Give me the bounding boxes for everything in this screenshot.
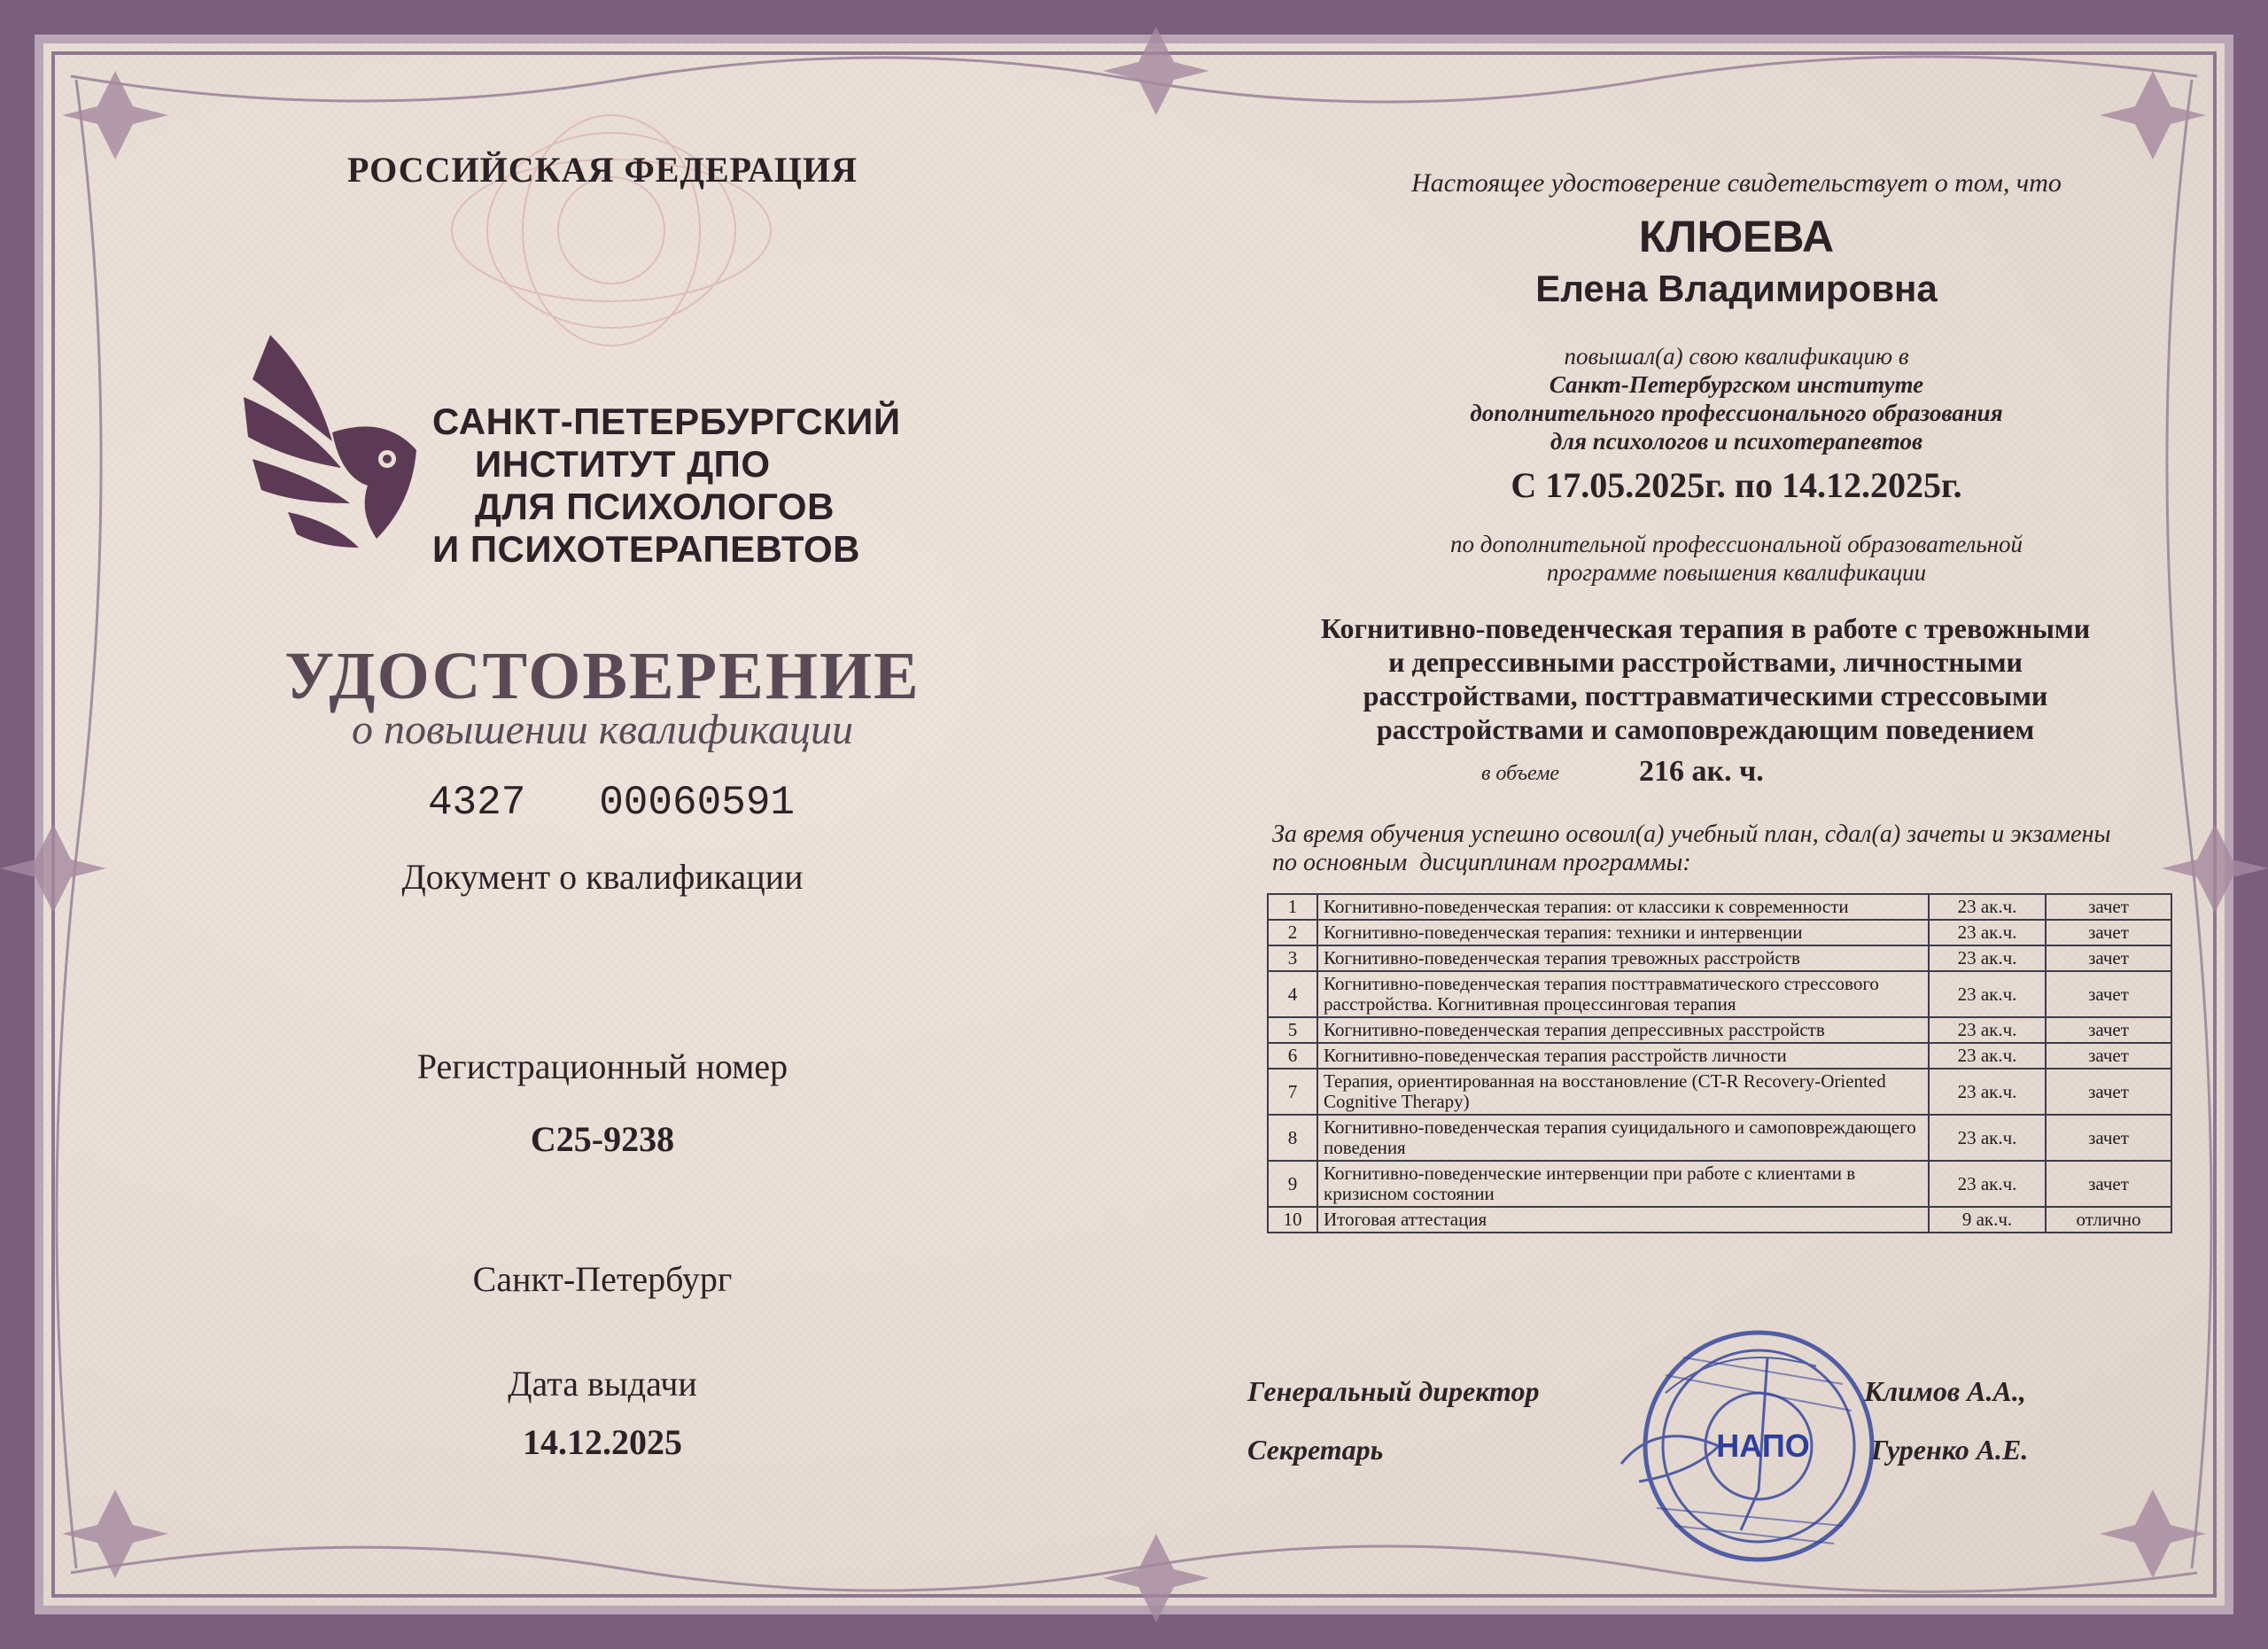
training-period: С 17.05.2025г. по 14.12.2025г. bbox=[1511, 465, 1962, 505]
federation-heading: РОССИЙСКАЯ ФЕДЕРАЦИЯ bbox=[346, 150, 858, 190]
program-title-line: расстройствами, посттравматическими стрессовыми bbox=[1363, 680, 2048, 712]
discipline-name: Когнитивно-поведенческая терапия суицидального и самоповреждающего поведения bbox=[1317, 1115, 1929, 1161]
table-row bbox=[1268, 1115, 2171, 1161]
volume-label: в объеме bbox=[1481, 762, 1560, 785]
discipline-hours: 23 ак.ч. bbox=[1929, 920, 2046, 945]
issue-date-label: Дата выдачи bbox=[508, 1364, 697, 1404]
mastered-line: За время обучения успешно освоил(а) учебный план, сдал(а) зачеты и экзамены bbox=[1272, 821, 2111, 848]
discipline-number: 2 bbox=[1268, 920, 1317, 945]
institute-round-stamp-icon bbox=[1586, 1304, 1914, 1570]
discipline-hours: 23 ак.ч. bbox=[1929, 945, 2046, 971]
issue-date: 14.12.2025 bbox=[523, 1422, 682, 1462]
table-row bbox=[1268, 1043, 2171, 1069]
table-row bbox=[1268, 1069, 2171, 1115]
institute-name-line: ИНСТИТУТ ДПО bbox=[475, 443, 771, 485]
program-title-line: Когнитивно-поведенческая терапия в работе с тревожными bbox=[1320, 612, 2091, 644]
discipline-name: Когнитивно-поведенческая терапия расстройств личности bbox=[1317, 1043, 1929, 1069]
statement-line: для психологов и психотерапевтов bbox=[1550, 428, 1923, 455]
table-row bbox=[1268, 894, 2171, 920]
discipline-name: Когнитивно-поведенческая терапия депрессивных расстройств bbox=[1317, 1017, 1929, 1043]
discipline-result: зачет bbox=[2046, 1161, 2171, 1207]
statement-line: повышал(а) свою квалификацию в bbox=[1564, 343, 1909, 369]
discipline-result: зачет bbox=[2046, 1069, 2171, 1115]
discipline-number: 7 bbox=[1268, 1069, 1317, 1115]
recipient-surname: КЛЮЕВА bbox=[1638, 212, 1835, 261]
director-role: Генеральный директор bbox=[1247, 1375, 1540, 1407]
institute-name-line: ДЛЯ ПСИХОЛОГОВ bbox=[475, 486, 835, 527]
bird-wing-logo-icon bbox=[235, 326, 430, 556]
table-row bbox=[1268, 971, 2171, 1017]
discipline-hours: 23 ак.ч. bbox=[1929, 1161, 2046, 1207]
discipline-result: зачет bbox=[2046, 945, 2171, 971]
discipline-number: 1 bbox=[1268, 894, 1317, 920]
institute-name-line: И ПСИХОТЕРАПЕВТОВ bbox=[432, 528, 860, 570]
program-intro-line: программе повышения квалификации bbox=[1546, 559, 1927, 586]
discipline-hours: 23 ак.ч. bbox=[1929, 1069, 2046, 1115]
discipline-name: Когнитивно-поведенческие интервенции при работе с клиентами в кризисном состоянии bbox=[1317, 1161, 1929, 1207]
discipline-name: Когнитивно-поведенческая терапия тревожных расстройств bbox=[1317, 945, 1929, 971]
issue-city: Санкт-Петербург bbox=[472, 1259, 733, 1299]
discipline-number: 4 bbox=[1268, 971, 1317, 1017]
discipline-number: 3 bbox=[1268, 945, 1317, 971]
discipline-hours: 23 ак.ч. bbox=[1929, 894, 2046, 920]
table-row bbox=[1268, 1017, 2171, 1043]
discipline-hours: 23 ак.ч. bbox=[1929, 1043, 2046, 1069]
table-row bbox=[1268, 945, 2171, 971]
intro-text: Настоящее удостоверение свидетельствует о том, что bbox=[1411, 168, 2062, 198]
discipline-number: 8 bbox=[1268, 1115, 1317, 1161]
statement-line: дополнительного профессионального образования bbox=[1470, 400, 2003, 426]
director-name: Климов А.А., bbox=[1864, 1375, 2026, 1407]
serial-digits: 00060591 bbox=[599, 780, 796, 826]
secretary-role: Секретарь bbox=[1247, 1434, 1384, 1466]
discipline-name: Терапия, ориентированная на восстановление (CT-R Recovery-Oriented Cognitive Therapy) bbox=[1317, 1069, 1929, 1115]
discipline-hours: 23 ак.ч. bbox=[1929, 971, 2046, 1017]
discipline-result: отлично bbox=[2046, 1207, 2171, 1233]
registration-label: Регистрационный номер bbox=[416, 1046, 788, 1086]
discipline-hours: 9 ак.ч. bbox=[1929, 1207, 2046, 1233]
certificate-title: УДОСТОВЕРЕНИЕ bbox=[284, 639, 920, 713]
serial-series: 4327 bbox=[427, 780, 526, 826]
table-row bbox=[1268, 1207, 2171, 1233]
mastered-line: по основным дисциплинам программы: bbox=[1272, 849, 1691, 876]
discipline-number: 10 bbox=[1268, 1207, 1317, 1233]
discipline-result: зачет bbox=[2046, 1017, 2171, 1043]
discipline-number: 5 bbox=[1268, 1017, 1317, 1043]
discipline-result: зачет bbox=[2046, 1043, 2171, 1069]
table-row bbox=[1268, 920, 2171, 945]
secretary-name: Гуренко А.Е. bbox=[1871, 1434, 2029, 1466]
mastered-statement bbox=[1272, 821, 2176, 877]
volume-value: 216 ак. ч. bbox=[1639, 755, 1764, 788]
statement-line: Санкт-Петербургском институте bbox=[1549, 371, 1924, 398]
discipline-hours: 23 ак.ч. bbox=[1929, 1017, 2046, 1043]
discipline-result: зачет bbox=[2046, 1115, 2171, 1161]
discipline-result: зачет bbox=[2046, 894, 2171, 920]
discipline-name: Когнитивно-поведенческая терапия: от классики к современности bbox=[1317, 894, 1929, 920]
program-title bbox=[1236, 611, 2175, 746]
discipline-number: 6 bbox=[1268, 1043, 1317, 1069]
qualification-statement bbox=[1329, 342, 2144, 455]
program-title-line: расстройствами и самоповреждающим поведением bbox=[1376, 713, 2035, 745]
document-kind: Документ о квалификации bbox=[401, 857, 804, 897]
recipient-given-names: Елена Владимировна bbox=[1535, 268, 1938, 309]
table-row bbox=[1268, 1161, 2171, 1207]
certificate-subtitle: о повышении квалификации bbox=[352, 706, 853, 753]
discipline-result: зачет bbox=[2046, 920, 2171, 945]
discipline-name: Когнитивно-поведенческая терапия: техники и интервенции bbox=[1317, 920, 1929, 945]
stamp-center-text: НАПО bbox=[1716, 1427, 1810, 1464]
program-intro bbox=[1329, 530, 2144, 587]
discipline-result: зачет bbox=[2046, 971, 2171, 1017]
discipline-hours: 23 ак.ч. bbox=[1929, 1115, 2046, 1161]
institute-name bbox=[432, 401, 901, 571]
program-title-line: и депрессивными расстройствами, личностными bbox=[1388, 646, 2023, 678]
discipline-name: Когнитивно-поведенческая терапия посттравматического стрессового расстройства. Когнитивная процессинговая терапия bbox=[1317, 971, 1929, 1017]
discipline-number: 9 bbox=[1268, 1161, 1317, 1207]
discipline-name: Итоговая аттестация bbox=[1317, 1207, 1929, 1233]
registration-number: С25-9238 bbox=[530, 1119, 675, 1159]
institute-name-line: САНКТ-ПЕТЕРБУРГСКИЙ bbox=[432, 401, 901, 442]
serial-number bbox=[390, 780, 833, 826]
disciplines-table bbox=[1267, 893, 2172, 1233]
program-intro-line: по дополнительной профессиональной образовательной bbox=[1450, 531, 2023, 557]
